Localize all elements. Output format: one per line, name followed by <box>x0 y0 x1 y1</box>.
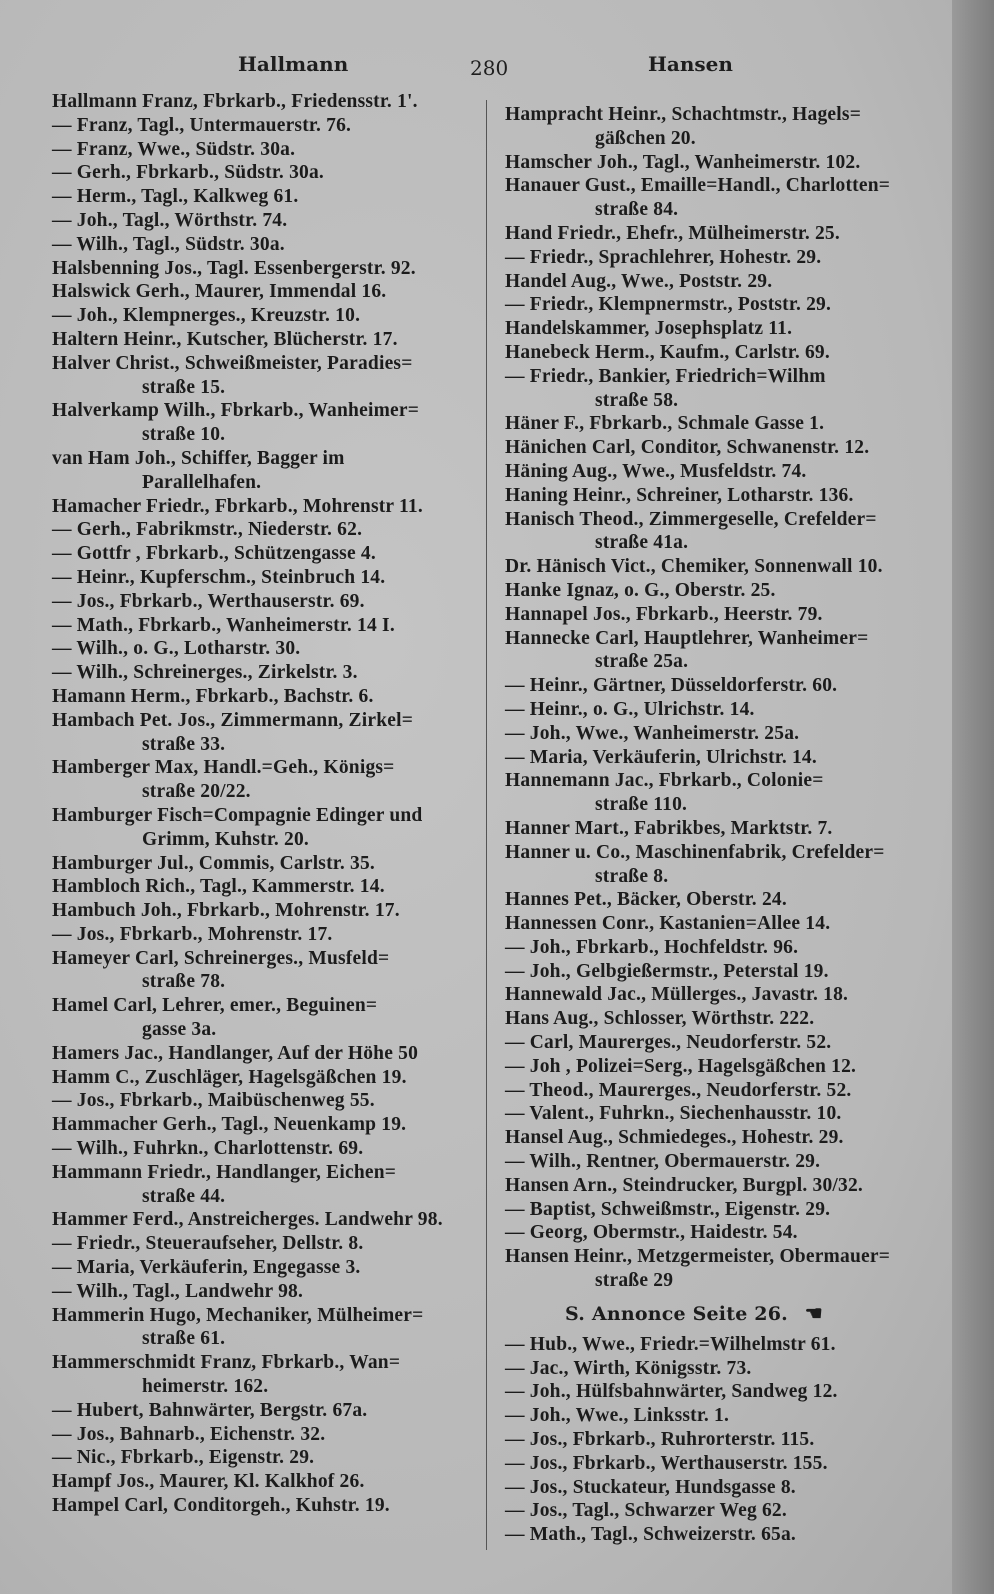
entry-line: — Heinr., o. G., Ulrichstr. 14. <box>505 698 755 720</box>
directory-entry <box>52 614 443 638</box>
entry-line: — Joh., Fbrkarb., Hochfeldstr. 96. <box>505 936 799 958</box>
directory-entry <box>505 698 890 722</box>
directory-entry <box>505 888 890 912</box>
entry-continuation-line: straße 61. <box>142 1328 226 1350</box>
directory-entry <box>505 674 890 698</box>
directory-entry <box>505 1404 890 1428</box>
entry-line: Hamscher Joh., Tagl., Wanheimerstr. 102. <box>505 151 861 173</box>
entry-line: — Jos., Fbrkarb., Werthauserstr. 69. <box>52 590 365 612</box>
entry-line: Halswick Gerh., Maurer, Immendal 16. <box>52 281 387 303</box>
entry-line: Hanke Ignaz, o. G., Oberstr. 25. <box>505 579 776 601</box>
entry-line: Hanebeck Herm., Kaufm., Carlstr. 69. <box>505 341 830 363</box>
directory-entry <box>52 1089 443 1113</box>
entry-line: Hammerin Hugo, Mechaniker, Mülheimer= <box>52 1304 424 1326</box>
entry-line: — Hub., Wwe., Friedr.=Wilhelmstr 61. <box>505 1333 836 1355</box>
entry-line: — Heinr., Kupferschm., Steinbruch 14. <box>52 566 386 588</box>
entry-line: Hansen Arn., Steindrucker, Burgpl. 30/32. <box>505 1174 863 1196</box>
entry-line: — Carl, Maurerges., Neudorferstr. 52. <box>505 1032 832 1054</box>
directory-entry <box>505 1452 890 1476</box>
running-head-right: Hansen <box>648 52 733 76</box>
directory-entry <box>52 1446 443 1470</box>
directory-entry <box>505 246 890 270</box>
directory-entry <box>52 1042 443 1066</box>
directory-entry <box>52 1304 443 1352</box>
entry-line: — Maria, Verkäuferin, Ulrichstr. 14. <box>505 746 817 768</box>
directory-entry <box>52 1399 443 1423</box>
entry-line: Hambloch Rich., Tagl., Kammerstr. 14. <box>52 876 385 898</box>
left-column <box>52 90 443 1518</box>
directory-entry <box>52 233 443 257</box>
directory-entry <box>505 627 890 675</box>
entry-line: Hamacher Friedr., Fbrkarb., Mohrenstr 11. <box>52 495 423 517</box>
directory-entry <box>505 1031 890 1055</box>
directory-entry <box>505 1079 890 1103</box>
entry-line: Hanner u. Co., Maschinenfabrik, Crefelder= <box>505 841 885 863</box>
entry-line: — Joh , Polizei=Serg., Hagelsgäßchen 12. <box>505 1055 857 1077</box>
entry-line: — Joh., Wwe., Linksstr. 1. <box>505 1405 730 1427</box>
entry-line: Hannessen Conr., Kastanien=Allee 14. <box>505 913 831 935</box>
right-column-top <box>505 103 890 1293</box>
column-divider <box>486 100 487 1550</box>
entry-line: — Nic., Fbrkarb., Eigenstr. 29. <box>52 1447 315 1469</box>
entry-line: Hampf Jos., Maurer, Kl. Kalkhof 26. <box>52 1471 365 1493</box>
entry-line: Hampracht Heinr., Schachtmstr., Hagels= <box>505 104 862 125</box>
entry-continuation-line: straße 78. <box>142 971 226 993</box>
entry-line: Hansen Heinr., Metzgermeister, Obermauer= <box>505 1246 891 1268</box>
entry-line: Hammacher Gerh., Tagl., Neuenkamp 19. <box>52 1114 407 1136</box>
entry-line: Haltern Heinr., Kutscher, Blücherstr. 17. <box>52 328 398 350</box>
entry-line: Hanisch Theod., Zimmergeselle, Crefelder= <box>505 508 877 530</box>
entry-line: — Friedr., Klempnermstr., Poststr. 29. <box>505 294 832 316</box>
entry-line: Halver Christ., Schweißmeister, Paradies= <box>52 352 413 374</box>
directory-entry <box>505 151 890 175</box>
directory-entry <box>52 257 443 281</box>
directory-entry <box>52 994 443 1042</box>
directory-entry <box>52 899 443 923</box>
directory-entry <box>52 1137 443 1161</box>
directory-entry <box>52 923 443 947</box>
entry-line: Handelskammer, Josephsplatz 11. <box>505 318 793 340</box>
entry-continuation-line: straße 41a. <box>595 532 689 554</box>
entry-line: — Joh., Gelbgießermstr., Peterstal 19. <box>505 960 829 982</box>
directory-entry <box>52 590 443 614</box>
directory-entry <box>505 555 890 579</box>
directory-entry <box>505 436 890 460</box>
entry-line: — Joh., Klempnerges., Kreuzstr. 10. <box>52 305 361 327</box>
entry-line: — Math., Fbrkarb., Wanheimerstr. 14 I. <box>52 614 395 636</box>
entry-continuation-line: Grimm, Kuhstr. 20. <box>142 828 310 850</box>
entry-line: Hammer Ferd., Anstreicherges. Landwehr 98. <box>52 1209 443 1231</box>
entry-line: — Georg, Obermstr., Haidestr. 54. <box>505 1222 798 1244</box>
entry-line: Hambuch Joh., Fbrkarb., Mohrenstr. 17. <box>52 900 400 922</box>
entry-continuation-line: straße 8. <box>595 865 669 887</box>
directory-entry <box>52 1423 443 1447</box>
page-number: 280 <box>470 56 509 80</box>
directory-entry <box>52 947 443 995</box>
directory-entry <box>505 341 890 365</box>
entry-line: — Wilh., Tagl., Südstr. 30a. <box>52 233 285 255</box>
directory-entry <box>52 328 443 352</box>
directory-entry <box>52 685 443 709</box>
directory-entry <box>52 1494 443 1518</box>
entry-line: Hannecke Carl, Hauptlehrer, Wanheimer= <box>505 627 869 649</box>
directory-entry <box>505 508 890 556</box>
directory-entry <box>505 746 890 770</box>
entry-line: — Jos., Bahnarb., Eichenstr. 32. <box>52 1423 326 1445</box>
entry-line: — Gottfr , Fbrkarb., Schützengasse 4. <box>52 543 376 565</box>
entry-line: — Wilh., Schreinerges., Zirkelstr. 3. <box>52 662 358 684</box>
entry-line: — Heinr., Gärtner, Düsseldorferstr. 60. <box>505 675 838 697</box>
directory-entry <box>505 103 890 151</box>
directory-entry <box>505 1198 890 1222</box>
directory-entry <box>52 304 443 328</box>
entry-continuation-line: straße 15. <box>142 376 226 398</box>
directory-entry <box>505 1245 890 1293</box>
entry-line: Hamann Herm., Fbrkarb., Bachstr. 6. <box>52 685 374 707</box>
directory-entry <box>52 185 443 209</box>
directory-entry <box>505 317 890 341</box>
directory-entry <box>505 1174 890 1198</box>
entry-line: — Maria, Verkäuferin, Engegasse 3. <box>52 1257 361 1279</box>
directory-entry <box>52 90 443 114</box>
entry-line: Hansel Aug., Schmiedeges., Hohestr. 29. <box>505 1127 844 1149</box>
annonce-text: S. Annonce Seite 26. <box>565 1302 788 1325</box>
entry-line: Hanauer Gust., Emaille=Handl., Charlotten= <box>505 175 891 197</box>
entry-continuation-line: straße 84. <box>595 199 679 221</box>
entry-line: Halverkamp Wilh., Fbrkarb., Wanheimer= <box>52 400 420 422</box>
entry-line: — Jos., Fbrkarb., Mohrenstr. 17. <box>52 923 333 945</box>
directory-entry <box>505 1523 890 1547</box>
entry-continuation-line: straße 58. <box>595 389 679 411</box>
entry-line: Hannes Pet., Bäcker, Oberstr. 24. <box>505 889 787 911</box>
directory-entry <box>505 769 890 817</box>
directory-entry <box>505 1428 890 1452</box>
entry-line: — Herm., Tagl., Kalkweg 61. <box>52 186 299 208</box>
directory-entry <box>505 1476 890 1500</box>
entry-line: — Jos., Stuckateur, Hundsgasse 8. <box>505 1476 796 1498</box>
entry-line: Halsbenning Jos., Tagl. Essenbergerstr. 92. <box>52 257 416 279</box>
entry-line: — Jac., Wirth, Königsstr. 73. <box>505 1357 752 1379</box>
entry-line: — Friedr., Steueraufseher, Dellstr. 8. <box>52 1233 364 1255</box>
directory-entry <box>505 983 890 1007</box>
entry-line: — Friedr., Sprachlehrer, Hohestr. 29. <box>505 246 822 268</box>
directory-entry <box>52 566 443 590</box>
directory-entry <box>52 1256 443 1280</box>
directory-entry <box>52 1470 443 1494</box>
entry-line: — Jos., Fbrkarb., Maibüschenweg 55. <box>52 1090 375 1112</box>
entry-line: Hamers Jac., Handlanger, Auf der Höhe 50 <box>52 1042 419 1064</box>
entry-line: — Jos., Fbrkarb., Werthauserstr. 155. <box>505 1452 828 1474</box>
directory-entry <box>505 936 890 960</box>
directory-entry <box>52 1232 443 1256</box>
directory-entry <box>505 412 890 436</box>
entry-line: Dr. Hänisch Vict., Chemiker, Sonnenwall 10. <box>505 556 883 578</box>
entry-line: — Jos., Fbrkarb., Ruhrorterstr. 115. <box>505 1429 815 1451</box>
entry-line: Hammann Friedr., Handlanger, Eichen= <box>52 1161 397 1183</box>
page-edge <box>952 0 994 1594</box>
entry-line: Hamburger Fisch=Compagnie Edinger und <box>52 804 423 826</box>
entry-line: Hand Friedr., Ehefr., Mülheimerstr. 25. <box>505 222 840 244</box>
entry-continuation-line: straße 10. <box>142 424 226 446</box>
entry-line: Hamel Carl, Lehrer, emer., Beguinen= <box>52 995 378 1017</box>
entry-line: — Wilh., o. G., Lotharstr. 30. <box>52 638 301 660</box>
entry-line: — Theod., Maurerges., Neudorferstr. 52. <box>505 1079 852 1101</box>
entry-line: Häning Aug., Wwe., Musfeldstr. 74. <box>505 460 807 482</box>
entry-line: — Gerh., Fabrikmstr., Niederstr. 62. <box>52 519 363 541</box>
directory-entry <box>52 1208 443 1232</box>
directory-entry <box>505 1380 890 1404</box>
entry-continuation-line: straße 33. <box>142 733 226 755</box>
directory-entry <box>505 293 890 317</box>
directory-entry <box>52 352 443 400</box>
entry-continuation-line: straße 110. <box>595 794 688 816</box>
directory-entry <box>505 484 890 508</box>
directory-entry <box>52 804 443 852</box>
directory-entry <box>505 579 890 603</box>
entry-continuation-line: gasse 3a. <box>142 1019 217 1041</box>
right-column <box>505 103 890 1547</box>
directory-entry <box>52 1351 443 1399</box>
directory-entry <box>505 1126 890 1150</box>
directory-entry <box>52 875 443 899</box>
directory-entry <box>505 1221 890 1245</box>
entry-line: Hamberger Max, Handl.=Geh., Königs= <box>52 757 395 779</box>
entry-line: van Ham Joh., Schiffer, Bagger im <box>52 447 345 469</box>
entry-line: — Franz, Tagl., Untermauerstr. 76. <box>52 114 352 136</box>
entry-line: Hallmann Franz, Fbrkarb., Friedensstr. 1'. <box>52 91 418 112</box>
entry-line: — Joh., Hülfsbahnwärter, Sandweg 12. <box>505 1381 838 1403</box>
directory-entry <box>52 161 443 185</box>
entry-line: Hambach Pet. Jos., Zimmermann, Zirkel= <box>52 709 414 731</box>
directory-entry <box>52 1066 443 1090</box>
directory-entry <box>505 1055 890 1079</box>
directory-entry <box>505 722 890 746</box>
entry-line: — Math., Tagl., Schweizerstr. 65a. <box>505 1524 796 1546</box>
directory-entry <box>52 518 443 542</box>
entry-line: — Joh., Wwe., Wanheimerstr. 25a. <box>505 722 800 744</box>
directory-entry <box>505 365 890 413</box>
directory-entry <box>52 280 443 304</box>
entry-line: — Friedr., Bankier, Friedrich=Wilhm <box>505 365 826 387</box>
directory-entry <box>505 1150 890 1174</box>
entry-line: Handel Aug., Wwe., Poststr. 29. <box>505 270 773 292</box>
entry-line: — Jos., Tagl., Schwarzer Weg 62. <box>505 1500 787 1522</box>
directory-entry <box>505 270 890 294</box>
directory-entry <box>52 542 443 566</box>
entry-line: Hannewald Jac., Müllerges., Javastr. 18. <box>505 984 849 1006</box>
entry-line: — Wilh., Tagl., Landwehr 98. <box>52 1280 304 1302</box>
entry-line: Hammerschmidt Franz, Fbrkarb., Wan= <box>52 1352 401 1374</box>
entry-line: Hamm C., Zuschläger, Hagelsgäßchen 19. <box>52 1066 407 1088</box>
directory-entry <box>505 174 890 222</box>
entry-continuation-line: straße 20/22. <box>142 781 251 803</box>
entry-continuation-line: straße 25a. <box>595 651 689 673</box>
entry-line: — Baptist, Schweißmstr., Eigenstr. 29. <box>505 1198 831 1220</box>
directory-entry <box>52 447 443 495</box>
entry-line: Hanner Mart., Fabrikbes, Marktstr. 7. <box>505 817 833 839</box>
directory-entry <box>52 399 443 447</box>
directory-entry <box>52 1280 443 1304</box>
directory-entry <box>52 138 443 162</box>
directory-entry <box>52 756 443 804</box>
entry-continuation-line: heimerstr. 162. <box>142 1376 269 1398</box>
entry-line: Hampel Carl, Conditorgeh., Kuhstr. 19. <box>52 1495 390 1517</box>
entry-continuation-line: straße 29 <box>595 1270 674 1292</box>
entry-line: — Wilh., Fuhrkn., Charlottenstr. 69. <box>52 1138 364 1160</box>
entry-line: Hameyer Carl, Schreinerges., Musfeld= <box>52 947 390 969</box>
directory-entry <box>52 709 443 757</box>
entry-continuation-line: Parallelhafen. <box>142 471 262 493</box>
entry-line: Hannapel Jos., Fbrkarb., Heerstr. 79. <box>505 603 823 625</box>
directory-entry <box>52 114 443 138</box>
directory-entry <box>52 852 443 876</box>
directory-entry <box>505 1102 890 1126</box>
entry-line: Hans Aug., Schlosser, Wörthstr. 222. <box>505 1008 815 1030</box>
entry-continuation-line: gäßchen 20. <box>595 127 696 149</box>
directory-entry <box>505 912 890 936</box>
entry-line: — Hubert, Bahnwärter, Bergstr. 67a. <box>52 1399 368 1421</box>
pointing-hand-icon: ☚ <box>804 1300 823 1325</box>
directory-entry <box>52 1161 443 1209</box>
entry-line: Hannemann Jac., Fbrkarb., Colonie= <box>505 770 824 792</box>
directory-entry <box>505 603 890 627</box>
entry-line: — Valent., Fuhrkn., Siechenhausstr. 10. <box>505 1103 842 1125</box>
entry-line: Haning Heinr., Schreiner, Lotharstr. 136. <box>505 484 854 506</box>
directory-entry <box>505 1333 890 1357</box>
directory-entry <box>52 661 443 685</box>
directory-entry <box>52 637 443 661</box>
directory-entry <box>505 460 890 484</box>
directory-entry <box>52 1113 443 1137</box>
entry-line: Häner F., Fbrkarb., Schmale Gasse 1. <box>505 413 825 435</box>
entry-line: — Gerh., Fbrkarb., Südstr. 30a. <box>52 162 325 184</box>
entry-continuation-line: straße 44. <box>142 1185 226 1207</box>
entry-line: — Wilh., Rentner, Obermauerstr. 29. <box>505 1151 821 1173</box>
entry-line: Hamburger Jul., Commis, Carlstr. 35. <box>52 852 375 874</box>
right-column-bottom <box>505 1333 890 1547</box>
directory-entry <box>52 495 443 519</box>
annonce-note <box>505 1293 890 1333</box>
directory-entry <box>505 222 890 246</box>
directory-entry <box>505 841 890 889</box>
directory-entry <box>505 1007 890 1031</box>
directory-entry <box>52 209 443 233</box>
directory-entry <box>505 960 890 984</box>
entry-line: — Joh., Tagl., Wörthstr. 74. <box>52 209 288 231</box>
entry-line: — Franz, Wwe., Südstr. 30a. <box>52 138 296 160</box>
directory-entry <box>505 1357 890 1381</box>
directory-entry <box>505 817 890 841</box>
directory-entry <box>505 1499 890 1523</box>
entry-line: Hänichen Carl, Conditor, Schwanenstr. 12. <box>505 437 870 459</box>
running-head-left: Hallmann <box>238 52 349 76</box>
